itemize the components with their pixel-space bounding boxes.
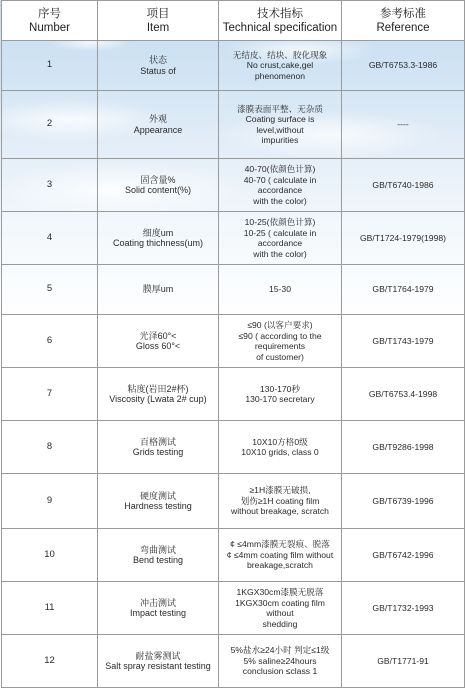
spec-line: 130-170 secretary [245,394,315,404]
row-item [98,474,219,529]
table-header-row [2,1,465,41]
spec-line: 10-25(依颜色计算) [244,217,316,227]
spec-line: without breakage, scratch [231,506,329,517]
spec-line: 10-25 ( calculate in accordance [243,227,317,248]
spec-line: with the color) [253,248,307,259]
item-line: 细度um [142,227,174,238]
spec-line: 1KGX30cm漆膜无脱落 [236,587,324,597]
item-line: Appearance [133,124,183,135]
row-number: 5 [2,265,98,315]
table-row [2,474,465,529]
row-number: 10 [2,529,98,582]
row-item [98,582,219,635]
row-specification [219,41,342,91]
spec-line: 5% saline≥24hours [243,655,317,666]
row-item [98,265,219,315]
row-item [98,91,219,159]
row-number: 12 [2,635,98,688]
spec-line: of customer) [256,351,304,362]
spec-line: ¢ ≤4mm漆膜无裂痕、脱落 [230,539,330,550]
row-specification [219,212,342,265]
row-specification [219,635,342,688]
row-number: 9 [2,474,98,529]
spec-line: 1KGX30cm coating film without [235,597,325,618]
item-line: Gloss 60°< [135,341,181,351]
row-number: 7 [2,368,98,421]
row-item [98,368,219,421]
spec-line: 漆膜表面平整、无杂质 [237,103,323,114]
item-line: 粘度(岩田2#杯) [127,383,189,394]
row-item [98,421,219,474]
spec-line: ≤90 (以客户要求) [247,320,313,330]
row-item [98,41,219,91]
item-line: Viscosity (Lwata 2# cup) [109,394,207,404]
item-line: Solid content(%) [124,185,192,195]
spec-line: 15-30 [269,284,291,295]
item-line: 光泽60°< [139,330,177,341]
spec-line: breakage,scratch [247,560,313,571]
row-specification [219,474,342,529]
spec-line: impurities [261,135,299,145]
row-reference: GB/T1764-1979 [342,265,465,315]
row-item [98,315,219,368]
row-specification [219,582,342,635]
row-specification [219,529,342,582]
header-number: 序号 Number [2,1,98,41]
item-line: Coating thichness(um) [112,238,204,248]
row-specification [219,265,342,315]
row-specification [219,421,342,474]
table-row [2,635,465,688]
item-line: 状态 [148,55,167,65]
row-reference: GB/T6739-1996 [342,474,465,529]
spec-line: ≥1H漆膜无破损, [249,485,311,496]
table-row [2,265,465,315]
row-specification [219,159,342,212]
item-line: Hardness testing [124,501,192,511]
row-item [98,159,219,212]
row-reference: GB/T1743-1979 [342,315,465,368]
spec-line: 无结皮、结块、胶化现象 [232,49,328,60]
spec-line: shedding [262,618,298,629]
item-line: Status of [140,65,176,76]
table-row [2,368,465,421]
row-reference: GB/T1732-1993 [342,582,465,635]
row-reference: GB/T6742-1996 [342,529,465,582]
spec-line: Coating surface is level,without [245,114,315,135]
spec-line: No crust,cake,gel phenomenon [246,60,314,81]
item-line: 耐盐雾测试 [135,650,181,661]
item-line: 外观 [148,114,167,124]
row-specification [219,315,342,368]
header-reference: 参考标准 Reference [342,1,465,41]
item-line: 固含量% [140,174,176,185]
spec-line: with the color) [253,195,307,206]
item-line: 硬度测试 [139,490,176,501]
item-line: 百格测试 [139,436,176,447]
item-line: Grids testing [132,447,184,457]
spec-line: ≤90 ( according to the requirements [238,330,322,351]
spec-line: ¢ ≤4mm coating film without [226,549,334,560]
item-line: Salt spray resistant testing [105,661,211,671]
item-line: Impact testing [129,608,187,618]
item-line: 膜厚um [142,284,174,295]
spec-line: 10X10方格0级 [252,436,308,447]
row-reference: GB/T6753.4-1998 [342,368,465,421]
table-row [2,529,465,582]
row-item [98,212,219,265]
item-line: 弯曲测试 [139,544,176,555]
row-number: 11 [2,582,98,635]
row-number: 1 [2,41,98,91]
spec-line: 划伤≥1H coating film [240,495,320,506]
row-number: 3 [2,159,98,212]
table-row [2,421,465,474]
row-specification [219,91,342,159]
item-line: Bend testing [132,555,184,565]
row-number: 6 [2,315,98,368]
row-number: 4 [2,212,98,265]
spec-table [1,0,465,688]
spec-line: 40-70(依颜色计算) [244,164,316,174]
spec-line: 10X10 grids, class 0 [241,447,319,457]
table-row [2,159,465,212]
header-spec: 技术指标 Technical specification [219,1,342,41]
header-item: 项目 Item [98,1,219,41]
row-item [98,529,219,582]
row-specification [219,368,342,421]
spec-line: 5%盐水≥24小时 判定≤1级 [230,645,330,656]
row-item [98,635,219,688]
spec-line: 130-170秒 [259,383,301,394]
table-row [2,41,465,91]
table-body [2,41,465,688]
row-reference: GB/T1724-1979(1998) [342,212,465,265]
row-reference: ---- [342,91,465,159]
spec-line: 40-70 ( calculate in accordance [243,174,317,195]
table-row [2,582,465,635]
row-reference: GB/T6753.3-1986 [342,41,465,91]
table-row [2,212,465,265]
row-reference: GB/T6740-1986 [342,159,465,212]
item-line: 冲击测试 [139,597,176,608]
row-number: 2 [2,91,98,159]
table-row [2,315,465,368]
row-reference: GB/T9286-1998 [342,421,465,474]
table-row [2,91,465,159]
spec-line: conclusion ≤class 1 [242,666,318,677]
row-number: 8 [2,421,98,474]
row-reference: GB/T1771-91 [342,635,465,688]
